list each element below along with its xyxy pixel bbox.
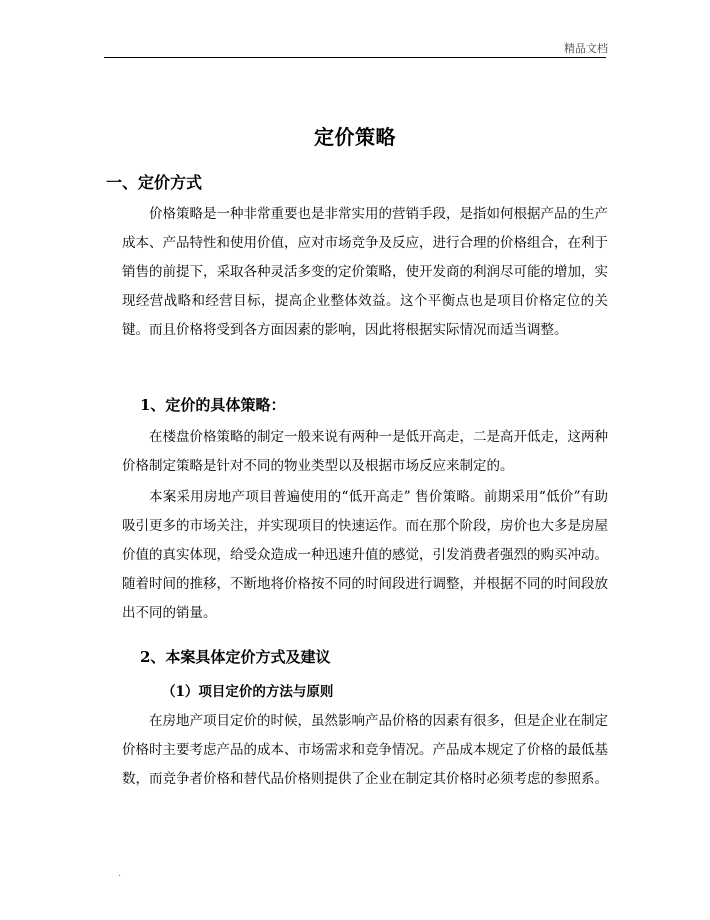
subheading-method-and-principle: （1）项目定价的方法与原则: [162, 684, 334, 700]
page-title: 定价策略: [314, 125, 396, 149]
subheading-specific-pricing-method: 2、本案具体定价方式及建议: [140, 648, 331, 666]
paragraph-two-strategies: 在楼盘价格策略的制定一般来说有两种一是低开高走，二是高开低走，这两种价格制定策略是针对不同的物业类型以及根据市场反应来制定的。: [122, 429, 608, 474]
subheading-specific-strategy: 1、定价的具体策略：: [140, 396, 286, 414]
paragraph-pricing-factors: 在房地产项目定价的时候，虽然影响产品价格的因素有很多，但是企业在制定价格时主要考虑产品的成本、市场需求和竞争情况。产品成本规定了价格的最低基数，而竞争者价格和替代品价格则提供了企业在制定其价格时必须考虑的参照系。: [122, 713, 608, 787]
header-rule: [104, 57, 606, 58]
header-tag: 精品文档: [564, 42, 608, 55]
paragraph-low-open-high-go: 本案采用房地产项目普遍使用的“低开高走” 售价策略。前期采用“低价”有助吸引更多的市场关注，并实现项目的快速运作。而在那个阶段，房价也大多是房屋价值的真实体现，给受众造成一种迅速升值的感觉，引发消费者强烈的购买冲动。随着时间的推移，不断地将价格按不同的时间段进行调整，并根据不同的时间段放出不同的销量。: [122, 489, 608, 621]
paragraph-pricing-strategy: 价格策略是一种非常重要也是非常实用的营销手段，是指如何根据产品的生产成本、产品特性和使用价值，应对市场竞争及反应，进行合理的价格组合，在利于销售的前提下，采取各种灵活多变的定价策略，使开发商的利润尽可能的增加，实现经营战略和经营目标，提高企业整体效益。这个平衡点也是项目价格定位的关键。而且价格将受到各方面因素的影响，因此将根据实际情况而适当调整。: [122, 206, 608, 338]
section-heading-pricing-method: 一、定价方式: [106, 173, 203, 192]
footer-mark: .: [118, 868, 122, 879]
